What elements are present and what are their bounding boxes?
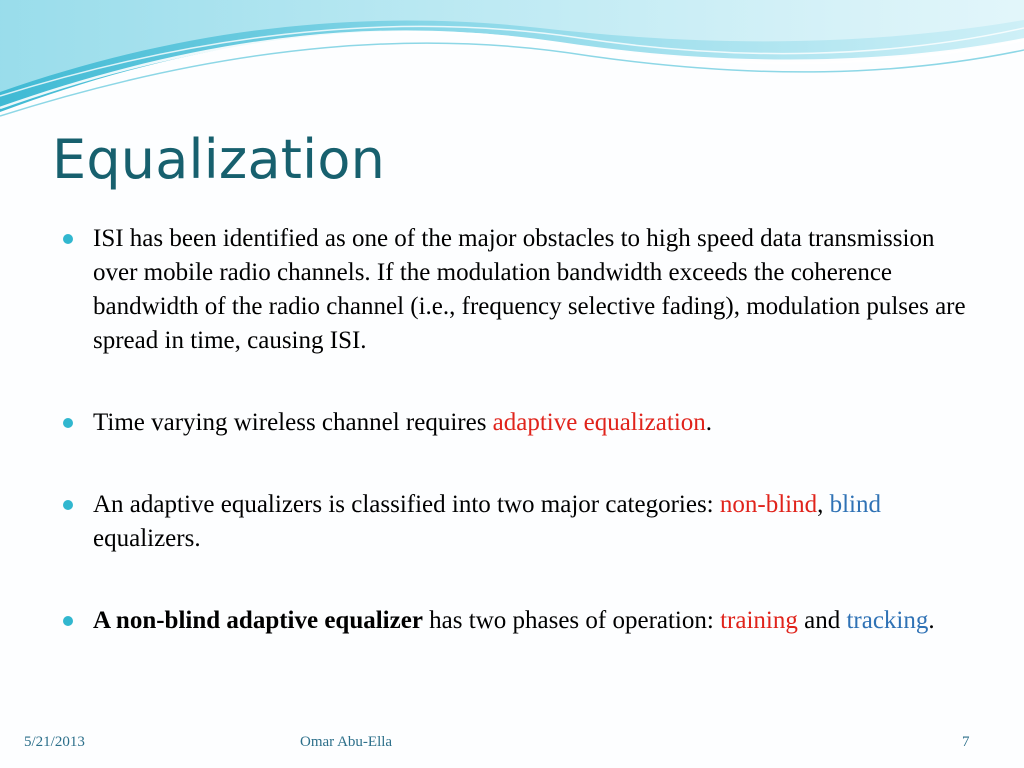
highlight-non-blind: non-blind (719, 491, 818, 518)
bullet-text: Time varying wireless channel requires (93, 409, 493, 436)
highlight-training: training (720, 607, 798, 634)
highlight-adaptive-equalization: adaptive equalization (492, 409, 706, 436)
highlight-blind: blind (829, 491, 882, 518)
bullet-suffix: . (928, 607, 935, 634)
bullet-text: has two phases of operation: (422, 607, 721, 634)
bullet-dot-icon (63, 616, 73, 626)
bullet-dot-icon (63, 500, 73, 510)
bullet-suffix: . (705, 409, 713, 436)
bullet-text: ISI has been identified as one of the major obstacles to high speed data transmission over mobile radio channels. If the modulation bandwidth exceeds the coherence bandwidth of the radio channel (i.e., frequency selective fading), modulation pulses are spread in time, causing ISI. (93, 225, 966, 354)
bold-term-non-blind-equalizer: A non-blind adaptive equalizer (93, 607, 423, 634)
highlight-tracking: tracking (846, 607, 929, 634)
bullet-item-phases (62, 604, 972, 638)
slide-title: Equalization (52, 128, 385, 191)
footer-date: 5/21/2013 (24, 734, 85, 750)
bullet-suffix: equalizers. (93, 525, 201, 552)
bullet-dot-icon (63, 418, 73, 428)
bullet-conjunction: and (797, 607, 847, 634)
footer-page-number: 7 (962, 734, 970, 750)
bullet-text: An adaptive equalizers is classified into two major categories: (93, 491, 720, 518)
decorative-wave-banner (0, 0, 1024, 120)
bullet-item-adaptive (62, 406, 972, 440)
bullet-dot-icon (63, 234, 73, 244)
bullet-separator: , (817, 491, 830, 518)
footer-author: Omar Abu-Ella (300, 734, 393, 750)
bullet-item-isi (62, 222, 972, 358)
bullet-item-categories (62, 488, 972, 556)
bullet-list (62, 222, 972, 638)
